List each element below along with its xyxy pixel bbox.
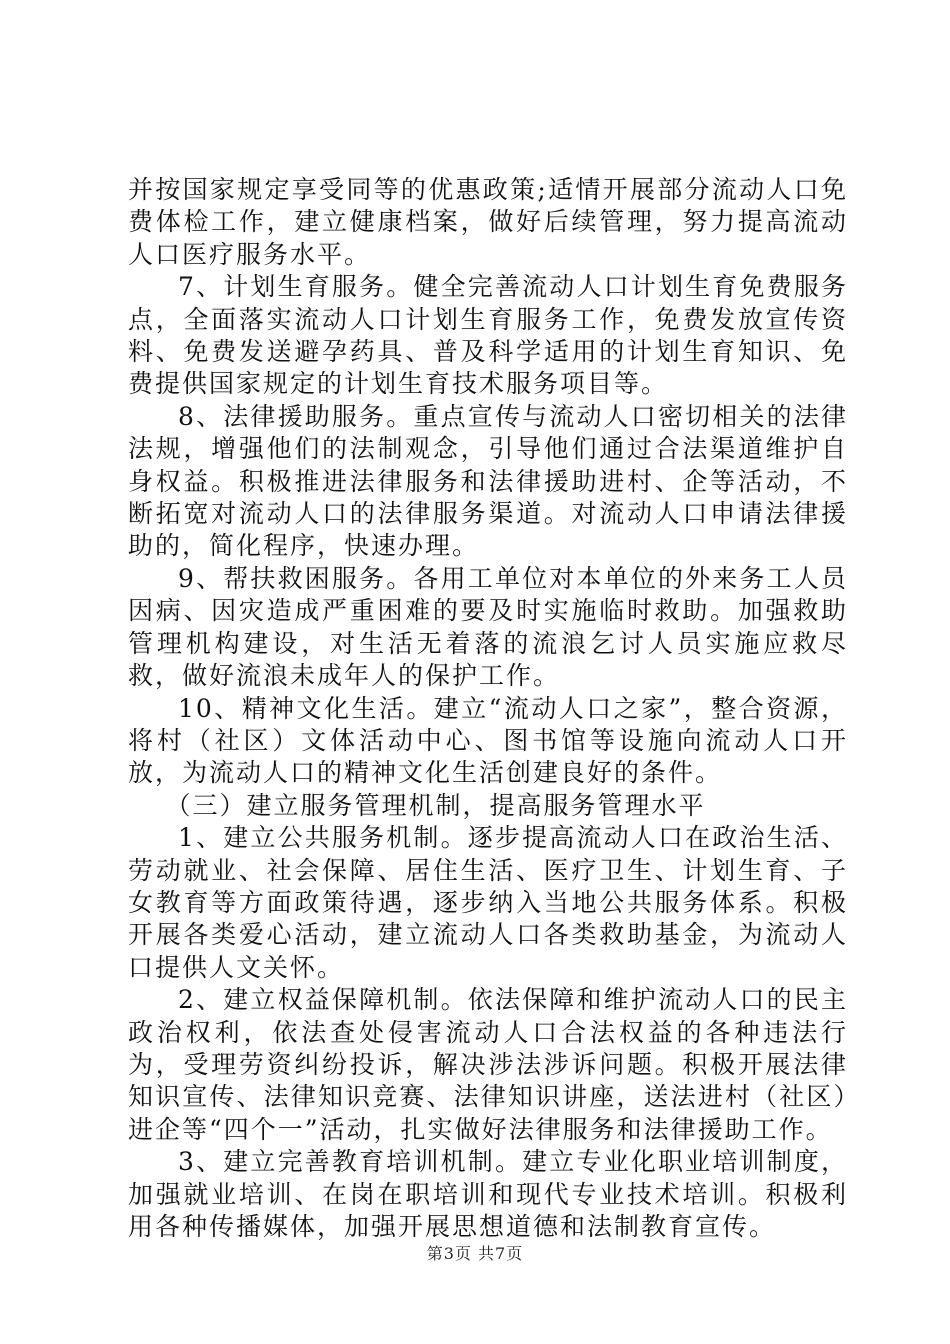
page-footer: 第3页 共7页 bbox=[426, 1244, 524, 1263]
paragraph-legal-aid: 8、法律援助服务。重点宣传与流动人口密切相关的法律法规，增强他们的法制观念，引导他们通过合法渠道维护自身权益。积极推进法律服务和法律援助进村、企等活动，不断拓宽对流动人口的法律服务渠道。对流动人口申请法律援助的，简化程序，快速办理。 bbox=[128, 401, 848, 561]
paragraph-education-training: 3、建立完善教育培训机制。建立专业化职业培训制度，加强就业培训、在岗在职培训和现代专业技术培训。积极利用各种传播媒体，加强开展思想道德和法制教育宣传。 bbox=[128, 1147, 848, 1241]
paragraph-medical-continuation: 并按国家规定享受同等的优惠政策;适情开展部分流动人口免费体检工作，建立健康档案，做好后续管理，努力提高流动人口医疗服务水平。 bbox=[128, 175, 848, 269]
paragraph-public-service: 1、建立公共服务机制。逐步提高流动人口在政治生活、劳动就业、社会保障、居住生活、医疗卫生、计划生育、子女教育等方面政策待遇，逐步纳入当地公共服务体系。积极开展各类爱心活动，建立流动人口各类救助基金，为流动人口提供人文关怀。 bbox=[128, 823, 848, 982]
paragraph-family-planning: 7、计划生育服务。健全完善流动人口计划生育免费服务点，全面落实流动人口计划生育服务工作，免费发放宣传资料、免费发送避孕药具、普及科学适用的计划生育知识、免费提供国家规定的计划生育技术服务项目等。 bbox=[128, 272, 848, 399]
paragraph-rights-protection: 2、建立权益保障机制。依法保障和维护流动人口的民主政治权利，依法查处侵害流动人口合法权益的各种违法行为，受理劳资纠纷投诉，解决涉法涉诉问题。积极开展法律知识宣传、法律知识竞赛、法律知识讲座，送法进村（社区）进企等“四个一”活动，扎实做好法律服务和法律援助工作。 bbox=[128, 985, 848, 1144]
section-heading: （三）建立服务管理机制，提高服务管理水平 bbox=[165, 790, 706, 820]
document-body bbox=[128, 174, 848, 1243]
paragraph-relief: 9、帮扶救困服务。各用工单位对本单位的外来务工人员因病、因灾造成严重困难的要及时实施临时救助。加强救助管理机构建设，对生活无着落的流浪乞讨人员实施应救尽救，做好流浪未成年人的保护工作。 bbox=[128, 563, 848, 691]
paragraph-cultural-life: 10、精神文化生活。建立“流动人口之家”，整合资源，将村（社区）文体活动中心、图书馆等设施向流动人口开放，为流动人口的精神文化生活创建良好的条件。 bbox=[128, 693, 848, 788]
